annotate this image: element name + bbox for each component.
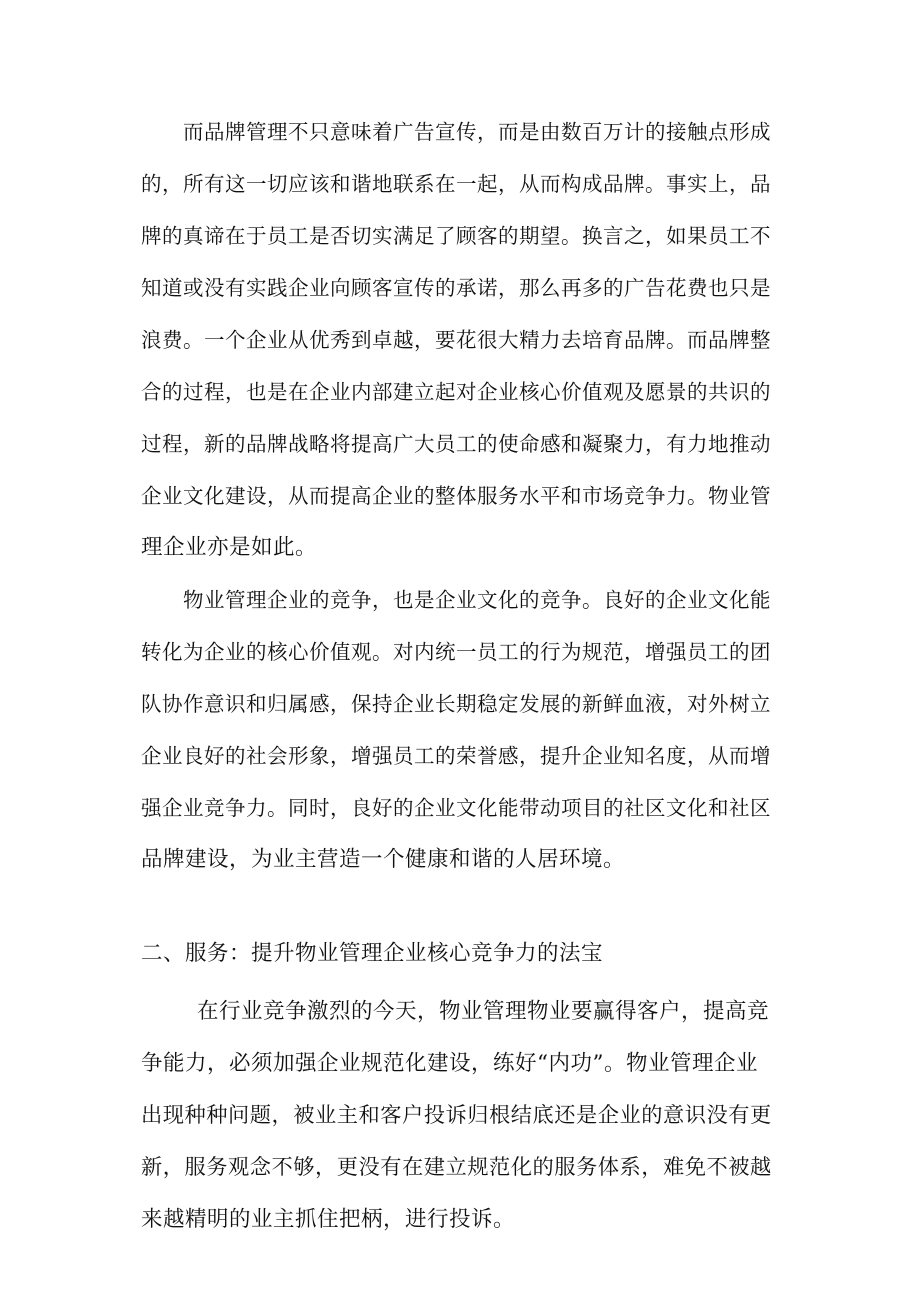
text-line: 物业管理企业的竞争，也是企业文化的竞争。良好的企业文化能 [183,588,771,612]
text-line: 理企业亦是如此。 [141,535,318,560]
text-line: 企业文化建设，从而提高企业的整体服务水平和市场竞争力。物业管 [141,484,771,508]
text-line: 转化为企业的核心价值观。对内统一员工的行为规范，增强员工的团 [141,640,771,664]
section-heading: 二、服务：提升物业管理企业核心竞争力的法宝 [141,941,604,966]
text-line: 浪费。一个企业从优秀到卓越，要花很大精力去培育品牌。而品牌整 [141,328,771,352]
text-line: 来越精明的业主抓住把柄，进行投诉。 [141,1207,516,1232]
text-line: 新，服务观念不够，更没有在建立规范化的服务体系，难免不被越 [141,1155,772,1180]
text-line: 争能力，必须加强企业规范化建设，练好“内功”。物业管理企业 [141,1051,758,1076]
text-line: 而品牌管理不只意味着广告宣传，而是由数百万计的接触点形成 [183,120,771,144]
text-line: 的，所有这一切应该和谐地联系在一起，从而构成品牌。事实上，品 [141,172,771,196]
text-line: 强企业竞争力。同时，良好的企业文化能带动项目的社区文化和社区 [141,796,771,820]
text-line: 出现种种问题，被业主和客户投诉归根结底还是企业的意识没有更 [141,1103,772,1128]
text-line: 知道或没有实践企业向顾客宣传的承诺，那么再多的广告花费也只是 [141,276,771,300]
text-line: 牌的真谛在于员工是否切实满足了顾客的期望。换言之，如果员工不 [141,224,771,248]
text-line: 过程，新的品牌战略将提高广大员工的使命感和凝聚力，有力地推动 [141,432,771,456]
text-line: 企业良好的社会形象，增强员工的荣誉感，提升企业知名度，从而增 [141,744,771,768]
text-line: 在行业竞争激烈的今天，物业管理物业要赢得客户，提高竞 [197,999,770,1024]
text-line: 合的过程，也是在企业内部建立起对企业核心价值观及愿景的共识的 [141,380,771,404]
text-line: 队协作意识和归属感，保持企业长期稳定发展的新鲜血液，对外树立 [141,692,771,716]
text-line: 品牌建设，为业主营造一个健康和谐的人居环境。 [141,847,626,872]
